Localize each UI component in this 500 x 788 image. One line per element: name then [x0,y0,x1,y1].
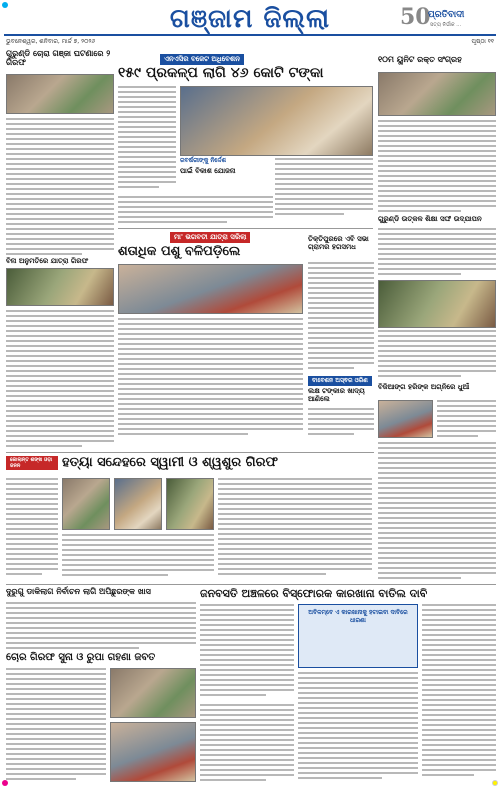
story-body-10a [437,400,496,438]
story-body-11c [218,478,372,578]
story-body-13b [298,672,418,782]
section-divider-3 [6,584,496,585]
story-body-8 [308,408,374,438]
section-divider-1 [118,228,373,229]
story-photo-14a [110,668,196,718]
story-body-2a [118,86,176,194]
accused-photo-3 [166,478,214,530]
story-body-5 [6,310,114,450]
story-body-10b [378,442,496,582]
story-subhead-2a: ରବର୍ଷରୀଙ୍କୁ ନିର୍ଦ୍ଦେଶ [180,157,226,164]
registration-mark-yellow [492,780,498,786]
registration-mark-magenta [2,780,8,786]
story-subhead-2b: ପାଇଁ ବିକାଶ ଯୋଜନା [180,167,236,175]
story-photo-6 [118,264,303,314]
story-body-6 [118,318,303,438]
story-body-7 [308,262,374,372]
story-headline-10: ବିଜିଆଙ୍ଗ ହରିଙ୍କ ଅଗ୍ନିରେ ଧୁଆଁ [378,383,470,391]
story-headline-12: ଦୁରୁଗୁ ଡାକିଲାଗ ନିର୍ବାଚନ ଲାଗି ଅପିଛୁରଙ୍କ ଖାସ [6,587,151,596]
story-headline-5: ବିନା ଅନୁମତିରେ ଯାତ୍ରା ଗିରଫ [6,257,89,265]
story-body-9 [378,228,496,278]
story-photo-10 [378,400,433,438]
brand-name: ପ୍ରତିବାଦୀ [428,10,465,20]
story-headline-1: ଗୁରୁଣ୍ଡି ଚୋରା ଗଞ୍ଜା ଘଟଣାରେ ୨ ଗିରଫ [6,49,111,67]
story-tag-8: ବାବେଶନ ଅସ୍ଵର ଓରିଣ [308,376,372,386]
issue-date: ଭୁବନେଶ୍ୱର, ଶନିବାର, ମାର୍ଚ୍ଚ ୭, ୨୦୨୬ [6,38,96,45]
story-tag-11: କୋଲାନ୍ତ ଶଙ୍ଖ ଓଡ଼ା ଜନନ [6,456,58,470]
story-headline-9: ଗୁରୁଣ୍ଡି ଉତ୍କଳ ଶିକ୍ଷା ସଙ୍ଘ ଉଦ୍ଯାପନ [378,215,482,223]
story-photo-3 [378,72,496,116]
story-headline-2: ୧୫୯ ପ୍ରକଳ୍ପ ଲାଗି ୪୬ କୋଟି ଟଙ୍କା [118,65,324,81]
masthead-rule [4,34,496,36]
page-number: ପୃଷ୍ଠା ୧୧ [471,38,494,45]
story-body-3 [378,120,496,215]
protest-banner-photo [298,604,418,668]
story-headline-7: ତିକ୍ତିପୁରରେ ଏବି ସଭା ଗ୍ରାମର ହଗସମଧ [308,235,369,251]
story-headline-11: ହତ୍ୟା ସନ୍ଦେହରେ ସ୍ୱାମୀ ଓ ଶ୍ୱଶୁର ଗିରଫ [62,455,279,470]
dateline [6,38,494,48]
story-body-13c [200,704,294,782]
brand-tagline: ସତ୍ୟ ନିର୍ଭୀକ ... [430,22,462,28]
anniversary-number: 50 [400,4,431,30]
story-photo-1 [6,74,114,114]
story-body-11a [6,478,58,578]
story-body-2c [118,196,273,224]
story-headline-14: ଚୋର ଗିରଫ ସୁନା ଓ ରୁପା ଗହଣା ଜବତ [6,652,156,663]
page-title: ଗଞ୍ଜାମ ଜିଲ୍ଲା [169,4,331,34]
story-body-9b [378,330,496,380]
accused-photo-1 [62,478,110,530]
accused-photo-2 [114,478,162,530]
story-body-14 [6,668,106,784]
story-headline-3: ୧୦ମ ୟୁନିଟ ରକ୍ତ ସଂଗ୍ରହ [378,55,462,64]
story-body-2b [275,158,373,223]
story-body-1 [6,118,114,256]
protest-banner-text: ଅବିଳମ୍ବେ ଏ କାରଖାନାକୁ ହଟାଇବା ଦାବିରେ ଧାରଣା [308,609,408,624]
story-headline-13: ଜନବସତି ଅଞ୍ଚଳରେ ବିସ୍ଫୋରକ କାରଖାନା ବାତିଲ ଦାବି [200,587,428,600]
story-photo-5 [6,268,114,306]
story-headline-8: ଲକ୍ଷ ଟଙ୍କାର ଖାଦ୍ୟ ଆଣିଲେ [308,387,365,403]
story-photo-14b [110,722,196,782]
story-photo-9 [378,280,496,328]
story-tag-6: ମା' ଭଗବତୀ ଯାତ୍ରା ସରିଲା [170,232,250,243]
story-headline-6: ଶତାଧିକ ପଶୁ ବଳିପଡ଼ିଲେ [118,244,241,259]
story-tag-2: ଏନଏସିର ବଜେଟ ଅଧିବେଶନ [160,54,244,65]
story-body-11b [62,534,214,578]
registration-mark-cyan [2,2,8,8]
anniversary-logo [400,4,431,30]
section-divider-2 [6,452,374,453]
story-body-12 [6,602,196,650]
story-body-13d [422,604,496,782]
story-body-13a [200,604,294,700]
story-photo-2 [180,86,373,156]
